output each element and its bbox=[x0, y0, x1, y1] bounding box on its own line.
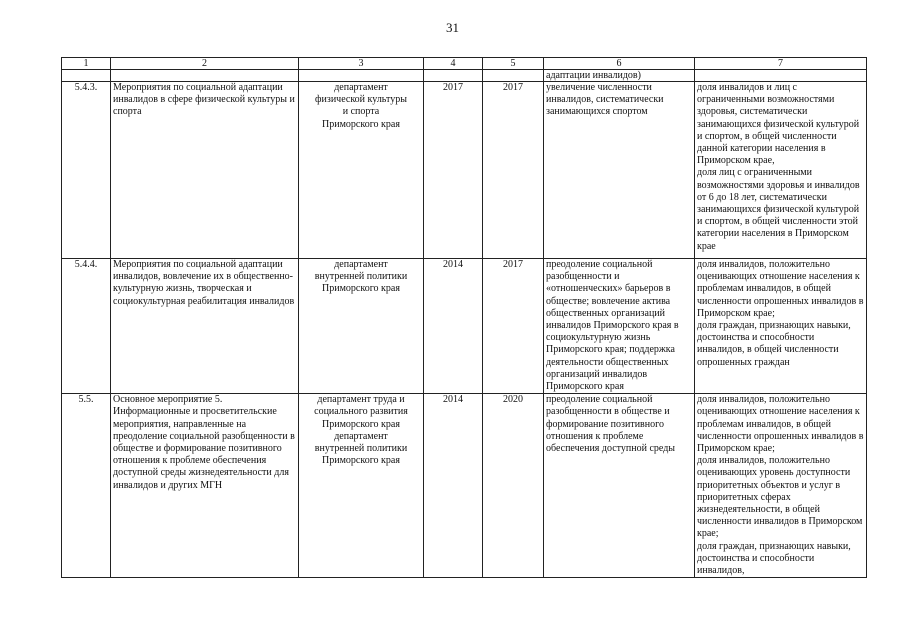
table-row bbox=[62, 394, 867, 578]
row-number: 5.5. bbox=[62, 394, 111, 578]
executor: департамент внутренней политики Приморского края bbox=[299, 259, 424, 394]
header-cell: 4 bbox=[424, 58, 483, 70]
row-number: 5.4.4. bbox=[62, 259, 111, 394]
measure-name: Мероприятия по социальной адаптации инвалидов в сфере физической культуры и спорта bbox=[111, 82, 299, 259]
page-number: 31 bbox=[446, 20, 459, 35]
header-cell: 6 bbox=[544, 58, 695, 70]
table-row bbox=[62, 82, 867, 259]
header-cell: 5 bbox=[483, 58, 544, 70]
measure-name: Мероприятия по социальной адаптации инвалидов, вовлечение их в общественно-культурную жизнь, творческая и социокультурная реабилитация инвалидов bbox=[111, 259, 299, 394]
indicator: доля инвалидов, положительно оценивающих отношение населения к проблемам инвалидов, в общей численности опрошенных инвалидов в Приморском крае; доля инвалидов, положительно оценивающих уровень доступности приоритетных объектов и услуг в приоритетных сферах жизнедеятельности, в общей численности инвалидов в Приморском крае; доля граждан, признающих навыки, достоинства и способности инвалидов, bbox=[695, 394, 867, 578]
executor: департамент физической культуры и спорта Приморского края bbox=[299, 82, 424, 259]
start-year: 2017 bbox=[424, 82, 483, 259]
measure-name: Основное мероприятие 5. Информационные и просветительские мероприятия, направленные на преодоление социальной разобщенности в обществе и формирование позитивного отношения к проблеме обеспечения доступной среды жизнедеятельности для инвалидов и других МГН bbox=[111, 394, 299, 578]
row-number: 5.4.3. bbox=[62, 82, 111, 259]
indicator: доля инвалидов и лиц с ограниченными возможностями здоровья, систематически занимающихся физической культурой и спортом, в общей численности данной категории населения в Приморском крае, доля лиц с ограниченными возможностями здоровья и инвалидов от 6 до 18 лет, систематически занимающихся физической культурой и спортом, в общей численности этой категории населения в Приморском крае bbox=[695, 82, 867, 259]
continuation-row bbox=[62, 70, 867, 82]
header-cell: 7 bbox=[695, 58, 867, 70]
end-year: 2017 bbox=[483, 82, 544, 259]
start-year: 2014 bbox=[424, 259, 483, 394]
executor: департамент труда и социального развития Приморского края департамент внутренней политики Приморского края bbox=[299, 394, 424, 578]
header-cell: 2 bbox=[111, 58, 299, 70]
table-row bbox=[62, 259, 867, 394]
end-year: 2020 bbox=[483, 394, 544, 578]
start-year: 2014 bbox=[424, 394, 483, 578]
expected-result: преодоление социальной разобщенности в обществе и формирование позитивного отношения к проблеме обеспечения доступной среды bbox=[544, 394, 695, 578]
end-year: 2017 bbox=[483, 259, 544, 394]
expected-result: преодоление социальной разобщенности и «отношенческих» барьеров в обществе; вовлечение актива общественных организаций инвалидов Приморского края в социокультурную жизнь Приморского края; поддержка деятельности общественных организаций инвалидов Приморского края bbox=[544, 259, 695, 394]
header-cell: 3 bbox=[299, 58, 424, 70]
header-cell: 1 bbox=[62, 58, 111, 70]
indicator: доля инвалидов, положительно оценивающих отношение населения к проблемам инвалидов, в общей численности опрошенных инвалидов в Приморском крае; доля граждан, признающих навыки, достоинства и способности инвалидов, в общей численности опрошенных граждан bbox=[695, 259, 867, 394]
expected-result: увеличение численности инвалидов, систематически занимающихся спортом bbox=[544, 82, 695, 259]
header-row bbox=[62, 58, 867, 70]
continuation-text: адаптации инвалидов) bbox=[544, 70, 695, 82]
measures-table bbox=[61, 57, 867, 578]
